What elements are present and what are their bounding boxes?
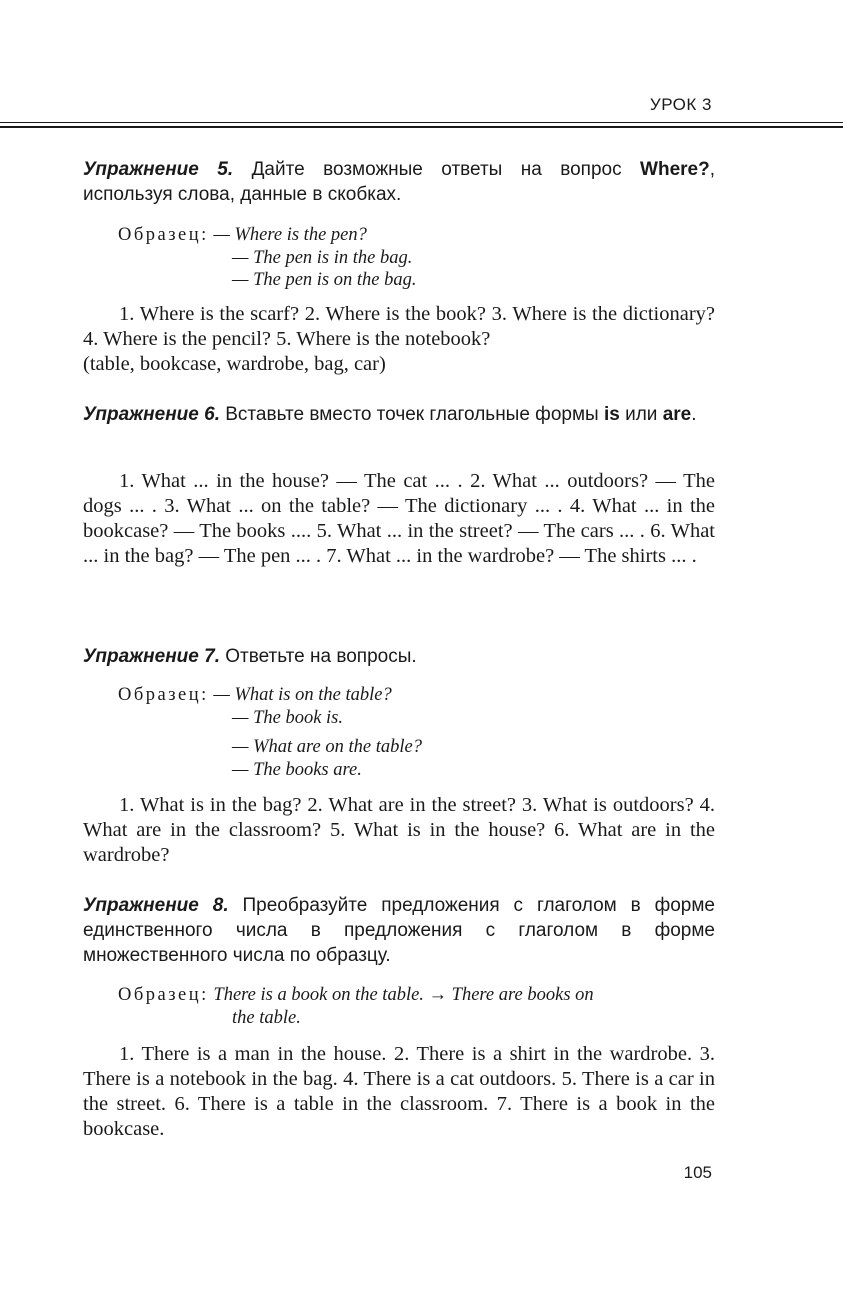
exercise-8-title: Упражнение 8. [83,895,229,916]
arrow-icon: → [428,985,448,1005]
exercise-5-words: (table, bookcase, wardrobe, bag, car) [83,353,386,375]
exercise-6-title: Упражнение 6. [83,404,220,425]
page-number: 105 [683,1163,712,1182]
running-header: УРОК 3 [649,95,712,114]
header-rule-thick [0,126,843,128]
exercise-8-body: 1. There is a man in the house. 2. There is a shirt in the wardrobe. 3. There is a notebook in the bag. 4. There is a cat outdoors. 5. There is a car in the street. 6. There is a table in the classroom. 7. There is a book in the bookcase. [83,1043,715,1140]
exercise-6-body: 1. What ... in the house? — The cat ... . 2. What ... outdoors? — The dogs ... . 3. What ... on the table? — The dictionary ... . 4. What ... in the bookcase? — The books .... 5. What ... in the street? — The cars ... . 6. What ... in the bag? — The pen ... . 7. What ... in the wardrobe? — The shirts ... . [83,470,715,567]
header-rule-thin [0,122,843,123]
exercise-7-instruction: Упражнение 7. Ответьте на вопросы. [83,646,417,667]
exercise-5-instruction: Упражнение 5. Дайте возможные ответы на вопрос Where?, используя слова, данные в скобках. [83,159,715,205]
exercise-7-body: 1. What is in the bag? 2. What are in the street? 3. What is outdoors? 4. What are in the classroom? 5. What is in the house? 6. What are in the wardrobe? [83,794,715,866]
exercise-5-sample: Образец: — Where is the pen? — The pen is in the bag. — The pen is on the bag. [118,225,417,290]
exercise-5-title: Упражнение 5. [83,159,234,180]
exercise-6-instruction: Упражнение 6. Вставьте вместо точек глагольные формы is или are. [83,404,697,425]
exercise-8-sample: Образец: There is a book on the table. → There are books on the table. [118,985,594,1028]
exercise-8-instruction: Упражнение 8. Преобразуйте предложения с глаголом в форме единственного числа в предложения с глаголом в форме множественного числа по образцу. [83,895,715,966]
exercise-7-sample: Образец: — What is on the table? — The book is. — What are on the table? — The books are. [118,685,422,780]
exercise-5-body: 1. Where is the scarf? 2. Where is the book? 3. Where is the dictionary? 4. Where is the pencil? 5. Where is the notebook? [83,303,715,350]
exercise-7-title: Упражнение 7. [83,646,220,667]
